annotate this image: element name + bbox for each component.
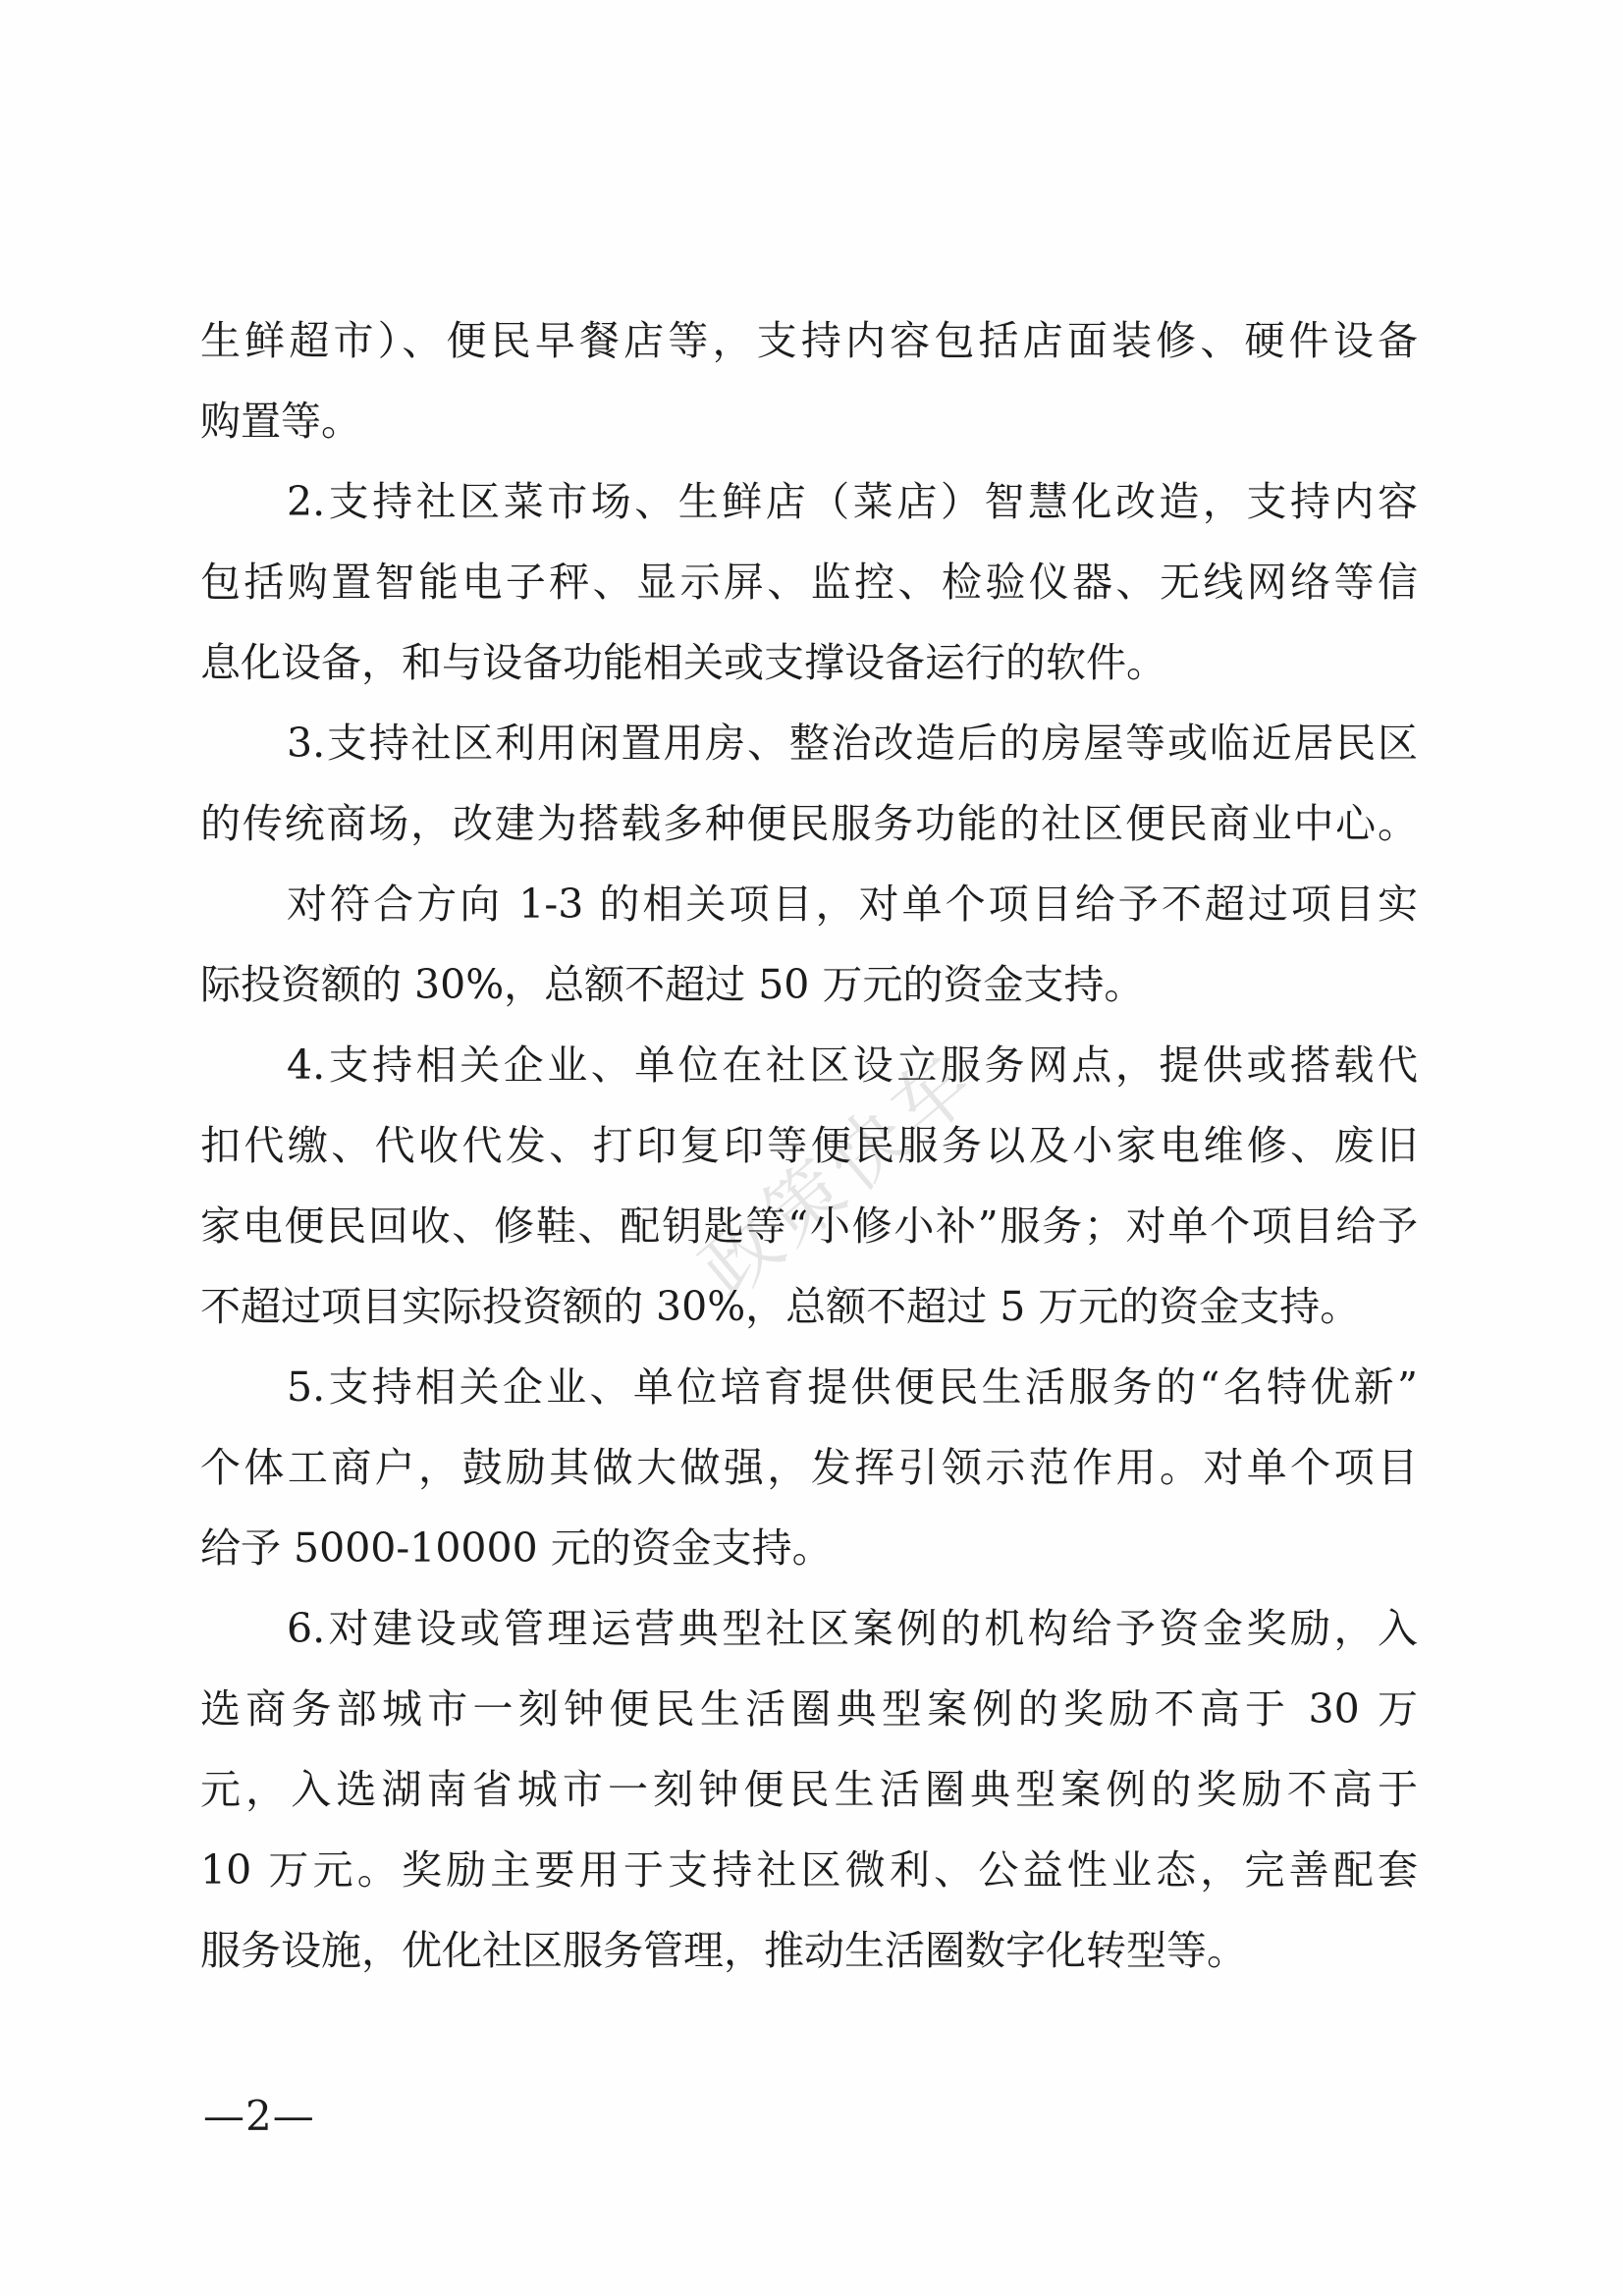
body-text-line: 服务设施，优化社区服务管理，推动生活圈数字化转型等。 [200,1927,1247,1974]
body-text-line: 不超过项目实际投资额的 30%，总额不超过 5 万元的资金支持。 [200,1283,1361,1330]
paragraph [200,300,1418,461]
body-text-line: 选商务部城市一刻钟便民生活圈典型案例的奖励不高于 30 万 [200,1685,1418,1733]
body-text-line: 4.支持相关企业、单位在社区设立服务网点，提供或搭载代 [287,1041,1418,1089]
body-text-line: 家电便民回收、修鞋、配钥匙等“小修小补”服务；对单个项目给予 [200,1202,1418,1250]
body-text-line: 6.对建设或管理运营典型社区案例的机构给予资金奖励，入 [287,1605,1418,1652]
body-text-line: 3.支持社区利用闲置用房、整治改造后的房屋等或临近居民区 [287,720,1418,767]
watermark: 政策快车 [683,1035,995,1315]
body-text-line: 息化设备，和与设备功能相关或支撑设备运行的软件。 [200,639,1166,686]
body-text-line: 对符合方向 1-3 的相关项目，对单个项目给予不超过项目实 [287,881,1418,928]
body-text-line: 生鲜超市）、便民早餐店等，支持内容包括店面装修、硬件设备 [200,317,1418,364]
paragraph [200,1347,1418,1588]
body-text-line: 个体工商户，鼓励其做大做强，发挥引领示范作用。对单个项目 [200,1444,1418,1491]
body-text-line: 际投资额的 30%，总额不超过 50 万元的资金支持。 [200,961,1145,1008]
body-text-line: 扣代缴、代收代发、打印复印等便民服务以及小家电维修、废旧 [200,1122,1418,1169]
body-text-line: 购置等。 [200,398,361,445]
body-text-line: 的传统商场，改建为搭载多种便民服务功能的社区便民商业中心。 [200,800,1418,847]
paragraph [200,864,1418,1025]
paragraph [200,703,1418,864]
body-text-line: 包括购置智能电子秤、显示屏、监控、检验仪器、无线网络等信 [200,559,1418,606]
page-number: —2— [203,2092,315,2140]
paragraph [200,1588,1418,1991]
body-text-line: 元，入选湖南省城市一刻钟便民生活圈典型案例的奖励不高于 [200,1766,1418,1813]
paragraph [200,1025,1418,1347]
body-text-line: 2.支持社区菜市场、生鲜店（菜店）智慧化改造，支持内容 [287,478,1418,525]
body-text-line: 5.支持相关企业、单位培育提供便民生活服务的“名特优新” [287,1363,1418,1411]
body-text-line: 给予 5000-10000 元的资金支持。 [200,1524,833,1572]
document-body [200,300,1418,1991]
paragraph [200,461,1418,703]
body-text-line: 10 万元。奖励主要用于支持社区微利、公益性业态，完善配套 [200,1846,1418,1894]
